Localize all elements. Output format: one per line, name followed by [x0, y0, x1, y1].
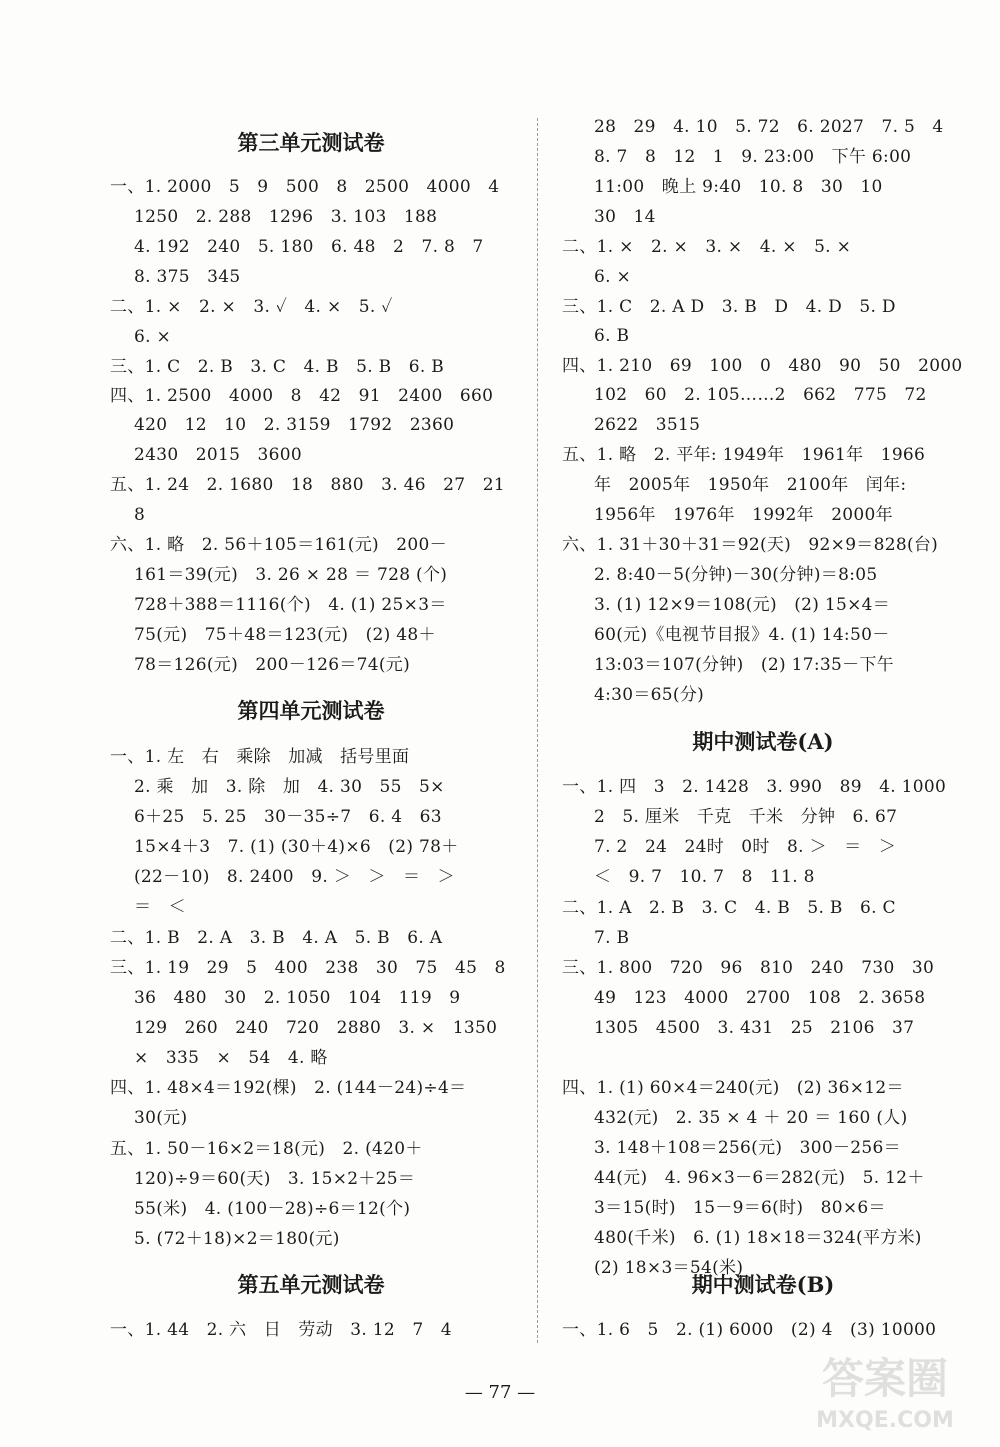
answer-line: 55(米) 4. (100－28)÷6＝12(个)	[134, 1199, 411, 1219]
answer-line: 五、1. 24 2. 1680 18 880 3. 46 27 21	[110, 475, 505, 495]
answer-line: 2622 3515	[594, 415, 701, 435]
answer-line: 四、1. 210 69 100 0 480 90 50 2000	[562, 356, 963, 376]
answer-line: 2. 8:40－5(分钟)－30(分钟)＝8:05	[594, 565, 878, 585]
answer-line: 420 12 10 2. 3159 1792 2360	[134, 415, 455, 435]
answer-line: 30 14	[594, 207, 656, 227]
answer-line: 三、1. 19 29 5 400 238 30 75 45 8	[110, 958, 506, 978]
answer-line: 五、1. 50－16×2＝18(元) 2. (420＋	[110, 1139, 423, 1159]
answer-line: 一、1. 四 3 2. 1428 3. 990 89 4. 1000	[562, 777, 947, 797]
answer-line: 1305 4500 3. 431 25 2106 37	[594, 1018, 915, 1038]
column-divider	[537, 118, 538, 1343]
unit4-title: 第四单元测试卷	[237, 698, 385, 723]
answer-line: 一、1. 左 右 乘除 加减 括号里面	[110, 747, 410, 767]
answer-line: ＜ 9. 7 10. 7 8 11. 8	[594, 867, 815, 887]
answer-line: 3. 148＋108＝256(元) 300－256＝	[594, 1138, 901, 1158]
answer-line: 78＝126(元) 200－126＝74(元)	[134, 655, 411, 675]
answer-line: 一、1. 6 5 2. (1) 6000 (2) 4 (3) 10000	[562, 1320, 937, 1340]
answer-line: 480(千米) 6. (1) 18×18＝324(平方米)	[594, 1228, 922, 1248]
answer-line: 7. 2 24 24时 0时 8. ＞ ＝ ＞	[594, 837, 897, 857]
answer-line: 六、1. 31＋30＋31＝92(天) 92×9＝828(台)	[562, 535, 939, 555]
answer-line: 8. 7 8 12 1 9. 23:00 下午 6:00	[594, 147, 912, 167]
answer-line: ＝ ＜	[134, 897, 186, 917]
answer-line: 五、1. 略 2. 平年: 1949年 1961年 1966	[562, 445, 926, 465]
answer-line: 49 123 4000 2700 108 2. 3658	[594, 988, 926, 1008]
answer-line: 一、1. 44 2. 六 日 劳动 3. 12 7 4	[110, 1320, 452, 1340]
answer-line: 75(元) 75＋48＝123(元) (2) 48＋	[134, 625, 436, 645]
midterm-a-title: 期中测试卷(A)	[692, 729, 834, 754]
answer-line: 四、1. 2500 4000 8 42 91 2400 660	[110, 386, 494, 406]
answer-line: 8	[134, 505, 146, 525]
answer-line: 432(元) 2. 35 × 4 ＋ 20 ＝ 160 (人)	[594, 1108, 908, 1128]
answer-line: 6. ×	[134, 327, 172, 347]
answer-line: 2. 乘 加 3. 除 加 4. 30 55 5×	[134, 777, 445, 797]
answer-line: 5. (72＋18)×2＝180(元)	[134, 1229, 340, 1249]
answer-line: 44(元) 4. 96×3－6＝282(元) 5. 12＋	[594, 1168, 925, 1188]
answer-line: 728＋388＝1116(个) 4. (1) 25×3＝	[134, 595, 447, 615]
answer-line: 3. (1) 12×9＝108(元) (2) 15×4＝	[594, 595, 891, 615]
answer-line: 四、1. (1) 60×4＝240(元) (2) 36×12＝	[562, 1078, 904, 1098]
answer-line: 四、1. 48×4＝192(棵) 2. (144－24)÷4＝	[110, 1078, 467, 1098]
answer-line: 二、1. × 2. × 3. ✓ 4. × 5. ✓	[110, 297, 393, 317]
answer-line: 年 2005年 1950年 2100年 闰年:	[594, 475, 907, 495]
answer-line: 11:00 晚上 9:40 10. 8 30 10	[594, 177, 883, 197]
watermark-logo	[790, 1343, 980, 1435]
answer-line: 6＋25 5. 25 30－35÷7 6. 4 63	[134, 807, 442, 827]
answer-line: 102 60 2. 105……2 662 775 72	[594, 385, 927, 405]
answer-line: 三、1. 800 720 96 810 240 730 30	[562, 958, 935, 978]
answer-line: 三、1. C 2. A D 3. B D 4. D 5. D	[562, 297, 896, 317]
answer-line: 三、1. C 2. B 3. C 4. B 5. B 6. B	[110, 357, 445, 377]
answer-line: 二、1. A 2. B 3. C 4. B 5. B 6. C	[562, 898, 896, 918]
answer-line: 161＝39(元) 3. 26 × 28 ＝ 728 (个)	[134, 565, 448, 585]
midterm-b-title: 期中测试卷(B)	[691, 1272, 835, 1297]
answer-line: 15×4＋3 7. (1) (30＋4)×6 (2) 78＋	[134, 837, 459, 857]
answer-line: 60(元)《电视节目报》4. (1) 14:50－	[594, 625, 890, 645]
answer-line: 6. B	[594, 326, 630, 346]
answer-line: 4. 192 240 5. 180 6. 48 2 7. 8 7	[134, 237, 484, 257]
answer-line: 二、1. B 2. A 3. B 4. A 5. B 6. A	[110, 928, 443, 948]
answer-line: 一、1. 2000 5 9 500 8 2500 4000 4	[110, 177, 500, 197]
unit3-title: 第三单元测试卷	[237, 130, 385, 155]
answer-line: 2 5. 厘米 千克 千米 分钟 6. 67	[594, 807, 898, 827]
answer-line: 1956年 1976年 1992年 2000年	[594, 505, 893, 525]
answer-line: (2) 18×3＝54(米)	[594, 1258, 744, 1278]
answer-line: 二、1. × 2. × 3. × 4. × 5. ×	[562, 237, 852, 257]
answer-line: 1250 2. 288 1296 3. 103 188	[134, 207, 438, 227]
unit5-title: 第五单元测试卷	[237, 1272, 385, 1297]
answer-line: 六、1. 略 2. 56＋105＝161(元) 200－	[110, 535, 447, 555]
answer-line: × 335 × 54 4. 略	[134, 1048, 328, 1068]
answer-line: 120)÷9＝60(天) 3. 15×2＋25＝	[134, 1169, 416, 1189]
answer-line: 28 29 4. 10 5. 72 6. 2027 7. 5 4	[594, 117, 944, 137]
answer-line: (22－10) 8. 2400 9. ＞ ＞ ＝ ＞	[134, 867, 455, 887]
answer-line: 2430 2015 3600	[134, 445, 302, 465]
page-number: — 77 —	[464, 1382, 536, 1403]
answer-line: 30(元)	[134, 1108, 188, 1128]
answer-line: 6. ×	[594, 267, 632, 287]
answer-line: 129 260 240 720 2880 3. × 1350	[134, 1018, 498, 1038]
watermark-subtext: MXQE.COM	[816, 1408, 954, 1433]
answer-line: 36 480 30 2. 1050 104 119 9	[134, 988, 461, 1008]
answer-line: 8. 375 345	[134, 267, 241, 287]
watermark-text: 答案圈	[821, 1354, 949, 1403]
answer-line: 13:03＝107(分钟) (2) 17:35－下午	[594, 655, 894, 675]
answer-line: 4:30＝65(分)	[594, 685, 705, 705]
answer-line: 7. B	[594, 928, 630, 948]
answer-line: 3＝15(时) 15－9＝6(时) 80×6＝	[594, 1198, 886, 1218]
